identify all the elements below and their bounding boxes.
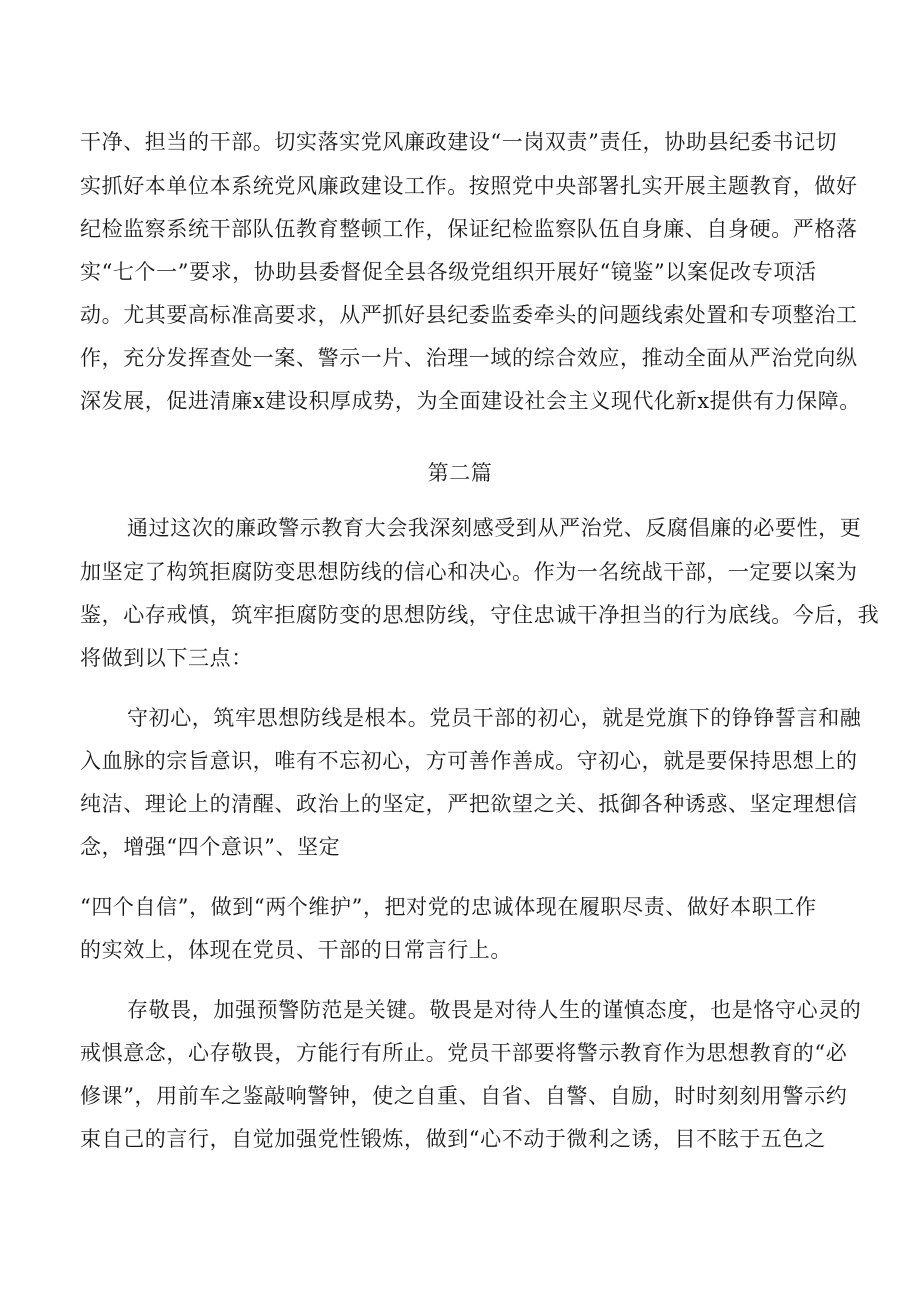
paragraph-line: “四个自信”，做到“两个维护”，把对党的忠诚体现在履职尽责、做好本职工作	[80, 895, 817, 919]
paragraph-line: 念，增强“四个意识”、坚定	[80, 835, 341, 859]
paragraph-line: 实“七个一”要求，协助县委督促全县各级党组织开展好“镜鉴”以案促改专项活	[80, 260, 817, 284]
paragraph-line: 修课”，用前车之鉴敲响警钟，使之自重、自省、自警、自励，时时刻刻用警示约	[80, 1084, 848, 1108]
paragraph-line: 的实效上，体现在党员、干部的日常言行上。	[80, 938, 512, 962]
paragraph-line: 干净、担当的干部。切实落实党风廉政建设“一岗双责”责任，协助县纪委书记切	[80, 130, 838, 154]
paragraph-line: 动。尤其要高标准高要求，从严抓好县纪委监委牵头的问题线索处置和专项整治工	[80, 303, 858, 327]
paragraph-line: 戒惧意念，心存敬畏，方能行有所止。党员干部要将警示教育作为思想教育的“必	[80, 1041, 848, 1065]
paragraph-line: 作，充分发挥查处一案、警示一片、治理一域的综合效应，推动全面从严治党向纵	[80, 346, 858, 370]
paragraph-line: 纪检监察系统干部队伍教育整顿工作，保证纪检监察队伍自身廉、自身硬。严格落	[80, 217, 858, 241]
paragraph-line: 守初心，筑牢思想防线是根本。党员干部的初心，就是党旗下的铮铮誓言和融	[127, 706, 862, 730]
section-heading: 第二篇	[427, 461, 493, 485]
paragraph-line: 存敬畏，加强预警防范是关键。敬畏是对待人生的谨慎态度，也是恪守心灵的	[127, 998, 862, 1022]
paragraph-line: 将做到以下三点：	[80, 646, 253, 670]
paragraph-line: 通过这次的廉政警示教育大会我深刻感受到从严治党、反腐倡廉的必要性，更	[127, 516, 862, 540]
paragraph-line: 入血脉的宗旨意识，唯有不忘初心，方可善作善成。守初心，就是要保持思想上的	[80, 749, 858, 773]
paragraph-line: 束自己的言行，自觉加强党性锻炼，做到“心不动于微利之诱，目不眩于五色之	[80, 1127, 826, 1151]
paragraph-line: 纯洁、理论上的清醒、政治上的坚定，严把欲望之关、抵御各种诱惑、坚定理想信	[80, 792, 858, 816]
paragraph-line: 实抓好本单位本系统党风廉政建设工作。按照党中央部署扎实开展主题教育，做好	[80, 174, 858, 198]
paragraph-line: 加坚定了构筑拒腐防变思想防线的信心和决心。作为一名统战干部，一定要以案为	[80, 560, 858, 584]
paragraph-line: 深发展，促进清廉x建设积厚成势，为全面建设社会主义现代化新x提供有力保障。	[80, 389, 861, 413]
paragraph-line: 鉴，心存戒慎，筑牢拒腐防变的思想防线，守住忠诚干净担当的行为底线。今后，我	[80, 603, 880, 627]
